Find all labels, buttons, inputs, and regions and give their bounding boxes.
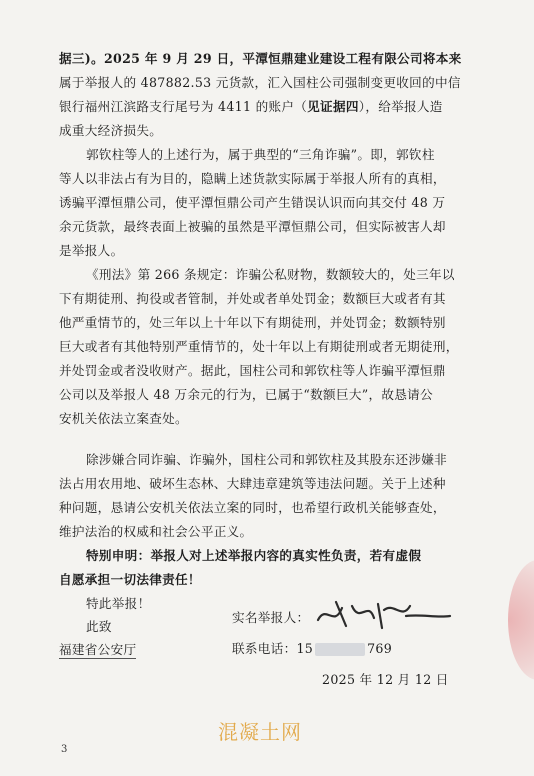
paragraph-1-line-3-tail: ），给举报人造: [358, 99, 443, 114]
paragraph-2-line-1: 郭钦柱等人的上述行为，属于典型的“三角诈骗”。即，郭钦柱: [86, 147, 435, 162]
recipient: [59, 642, 136, 658]
paragraph-2-line-3: 诱骗平潭恒鼎公司，使平潭恒鼎公司产生错误认识而向其交付 48 万: [59, 195, 446, 210]
paragraph-4-line-2: 法占用农用地、破坏生态林、大肆违章建筑等违法问题。关于上述种: [59, 476, 446, 491]
paragraph-3-line-4: 巨大或者有其他特别严重情节的，处十年以上有期徒刑或者无期徒刑，: [59, 339, 459, 354]
paragraph-3-line-7: 安机关依法立案查处。: [59, 411, 188, 426]
phone-label: 联系电话：: [232, 641, 297, 656]
paragraph-1-line-1-text: 据三)。2025 年 9 月 29 日，平潭恒鼎建业建设工程有限公司将本来: [59, 51, 462, 66]
paragraph-3-line-1: 《刑法》第 266 条规定：诈骗公私财物，数额较大的，处三年以: [86, 267, 455, 282]
paragraph-2-line-4: 余元货款，最终表面上被骗的虽然是平潭恒鼎公司，但实际被害人却: [59, 219, 446, 234]
signing-date: 2025 年 12 月 12 日: [322, 672, 449, 687]
phone-redaction: [315, 643, 365, 656]
special-statement-line-1: 特别申明：举报人对上述举报内容的真实性负责，若有虚假: [86, 548, 422, 563]
paragraph-2-line-2: 等人以非法占有为目的，隐瞒上述货款实际属于举报人所有的真相，: [59, 171, 446, 186]
closing-report: 特此举报！: [86, 596, 151, 611]
special-statement-line-2: 自愿承担一切法律责任！: [59, 572, 201, 587]
paragraph-4-line-4: 维护法治的权威和社会公平正义。: [59, 524, 253, 539]
handwritten-signature: [312, 598, 452, 632]
paragraph-3-line-3: 他严重情节的，处三年以上十年以下有期徒刑，并处罚金；数额特别: [59, 315, 446, 330]
site-watermark: 混凝土网: [218, 720, 302, 744]
recipient-name: 福建省公安厅: [59, 642, 137, 657]
paragraph-1-line-2: 属于举报人的 487882.53 元货款，汇入国柱公司强制变更收回的中信: [59, 75, 461, 90]
paragraph-3-line-5: 并处罚金或者没收财产。据此，国柱公司和郭钦柱等人诈骗平潭恒鼎: [59, 363, 446, 378]
paragraph-1-line-1: [59, 51, 462, 67]
phone-row: [232, 641, 392, 657]
paragraph-1-line-4: 成重大经济损失。: [59, 123, 163, 138]
page-number: 3: [61, 744, 68, 755]
evidence-reference: 见证据四: [307, 99, 359, 114]
closing-regards: 此致: [86, 619, 112, 634]
paragraph-3-line-2: 下有期徒刑、拘役或者管制，并处或者单处罚金；数额巨大或者有其: [59, 291, 446, 306]
paragraph-4-line-1: 除涉嫌合同诈骗、诈骗外，国柱公司和郭钦柱及其股东还涉嫌非: [86, 452, 448, 467]
paragraph-4-line-3: 种问题，恳请公安机关依法立案的同时，也希望行政机关能够查处，: [59, 500, 446, 515]
paragraph-2-line-5: 是举报人。: [59, 243, 124, 258]
paragraph-1-line-3: [59, 99, 443, 115]
paragraph-3-line-6: 公司以及举报人 48 万余元的行为，已属于“数额巨大”，故恳请公: [59, 387, 433, 402]
red-seal-stamp: [508, 560, 534, 680]
signer-label: 实名举报人：: [232, 610, 310, 625]
paragraph-1-line-3-text: 银行福州江滨路支行尾号为 4411 的账户（: [59, 99, 308, 114]
phone-suffix: 769: [367, 641, 393, 656]
phone-prefix: 15: [296, 641, 314, 656]
